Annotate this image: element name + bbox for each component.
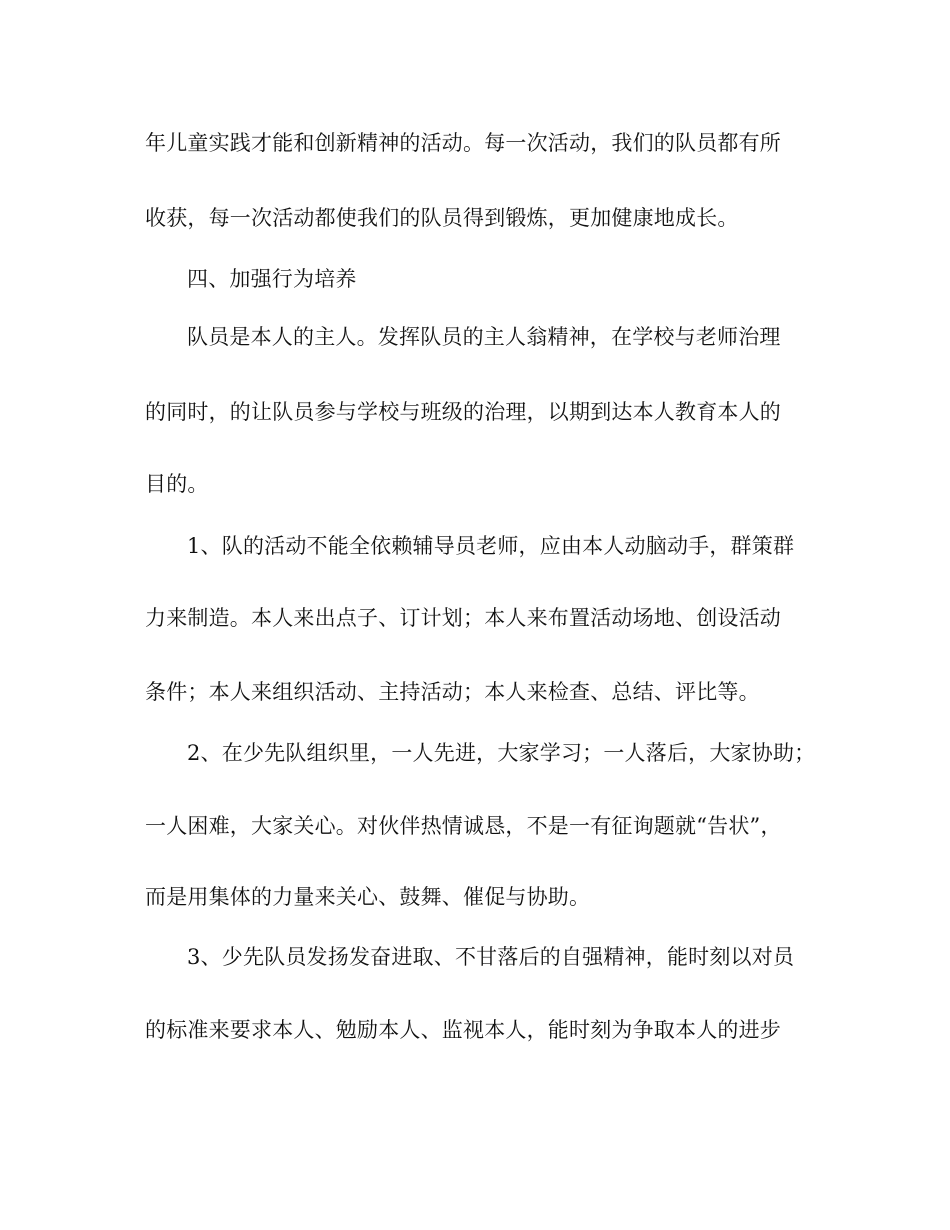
body-text-line: 的同时，的让队员参与学校与班级的治理，以期到达本人教育本人的 (145, 400, 781, 424)
body-text-line: 而是用集体的力量来关心、鼓舞、催促与协助。 (145, 885, 591, 909)
section-heading: 四、加强行为培养 (187, 267, 357, 291)
body-text-line: 收获，每一次活动都使我们的队员得到锻炼，更加健康地成长。 (145, 206, 739, 230)
body-text-line: 一人困难，大家关心。对伙伴热情诚恳，不是一有征询题就“告状”， (145, 814, 782, 838)
list-item-1-first-line: 1、队的活动不能全依赖辅导员老师，应由本人动脑动手，群策群 (187, 534, 795, 558)
body-text-line: 的标准来要求本人、勉励本人、监视本人，能时刻为争取本人的进步 (145, 1018, 781, 1042)
list-item-3-first-line: 3、少先队员发扬发奋进取、不甘落后的自强精神，能时刻以对员 (187, 945, 795, 969)
body-text-line: 年儿童实践才能和创新精神的活动。每一次活动，我们的队员都有所 (145, 131, 781, 155)
list-item-2-first-line: 2、在少先队组织里，一人先进，大家学习；一人落后，大家协助； (187, 741, 816, 765)
body-text-line: 目的。 (145, 472, 209, 496)
body-text-line: 力来制造。本人来出点子、订计划；本人来布置活动场地、创设活动 (145, 606, 781, 630)
paragraph-first-line: 队员是本人的主人。发挥队员的主人翁精神，在学校与老师治理 (187, 325, 781, 349)
body-text-line: 条件；本人来组织活动、主持活动；本人来检查、总结、评比等。 (145, 680, 760, 704)
